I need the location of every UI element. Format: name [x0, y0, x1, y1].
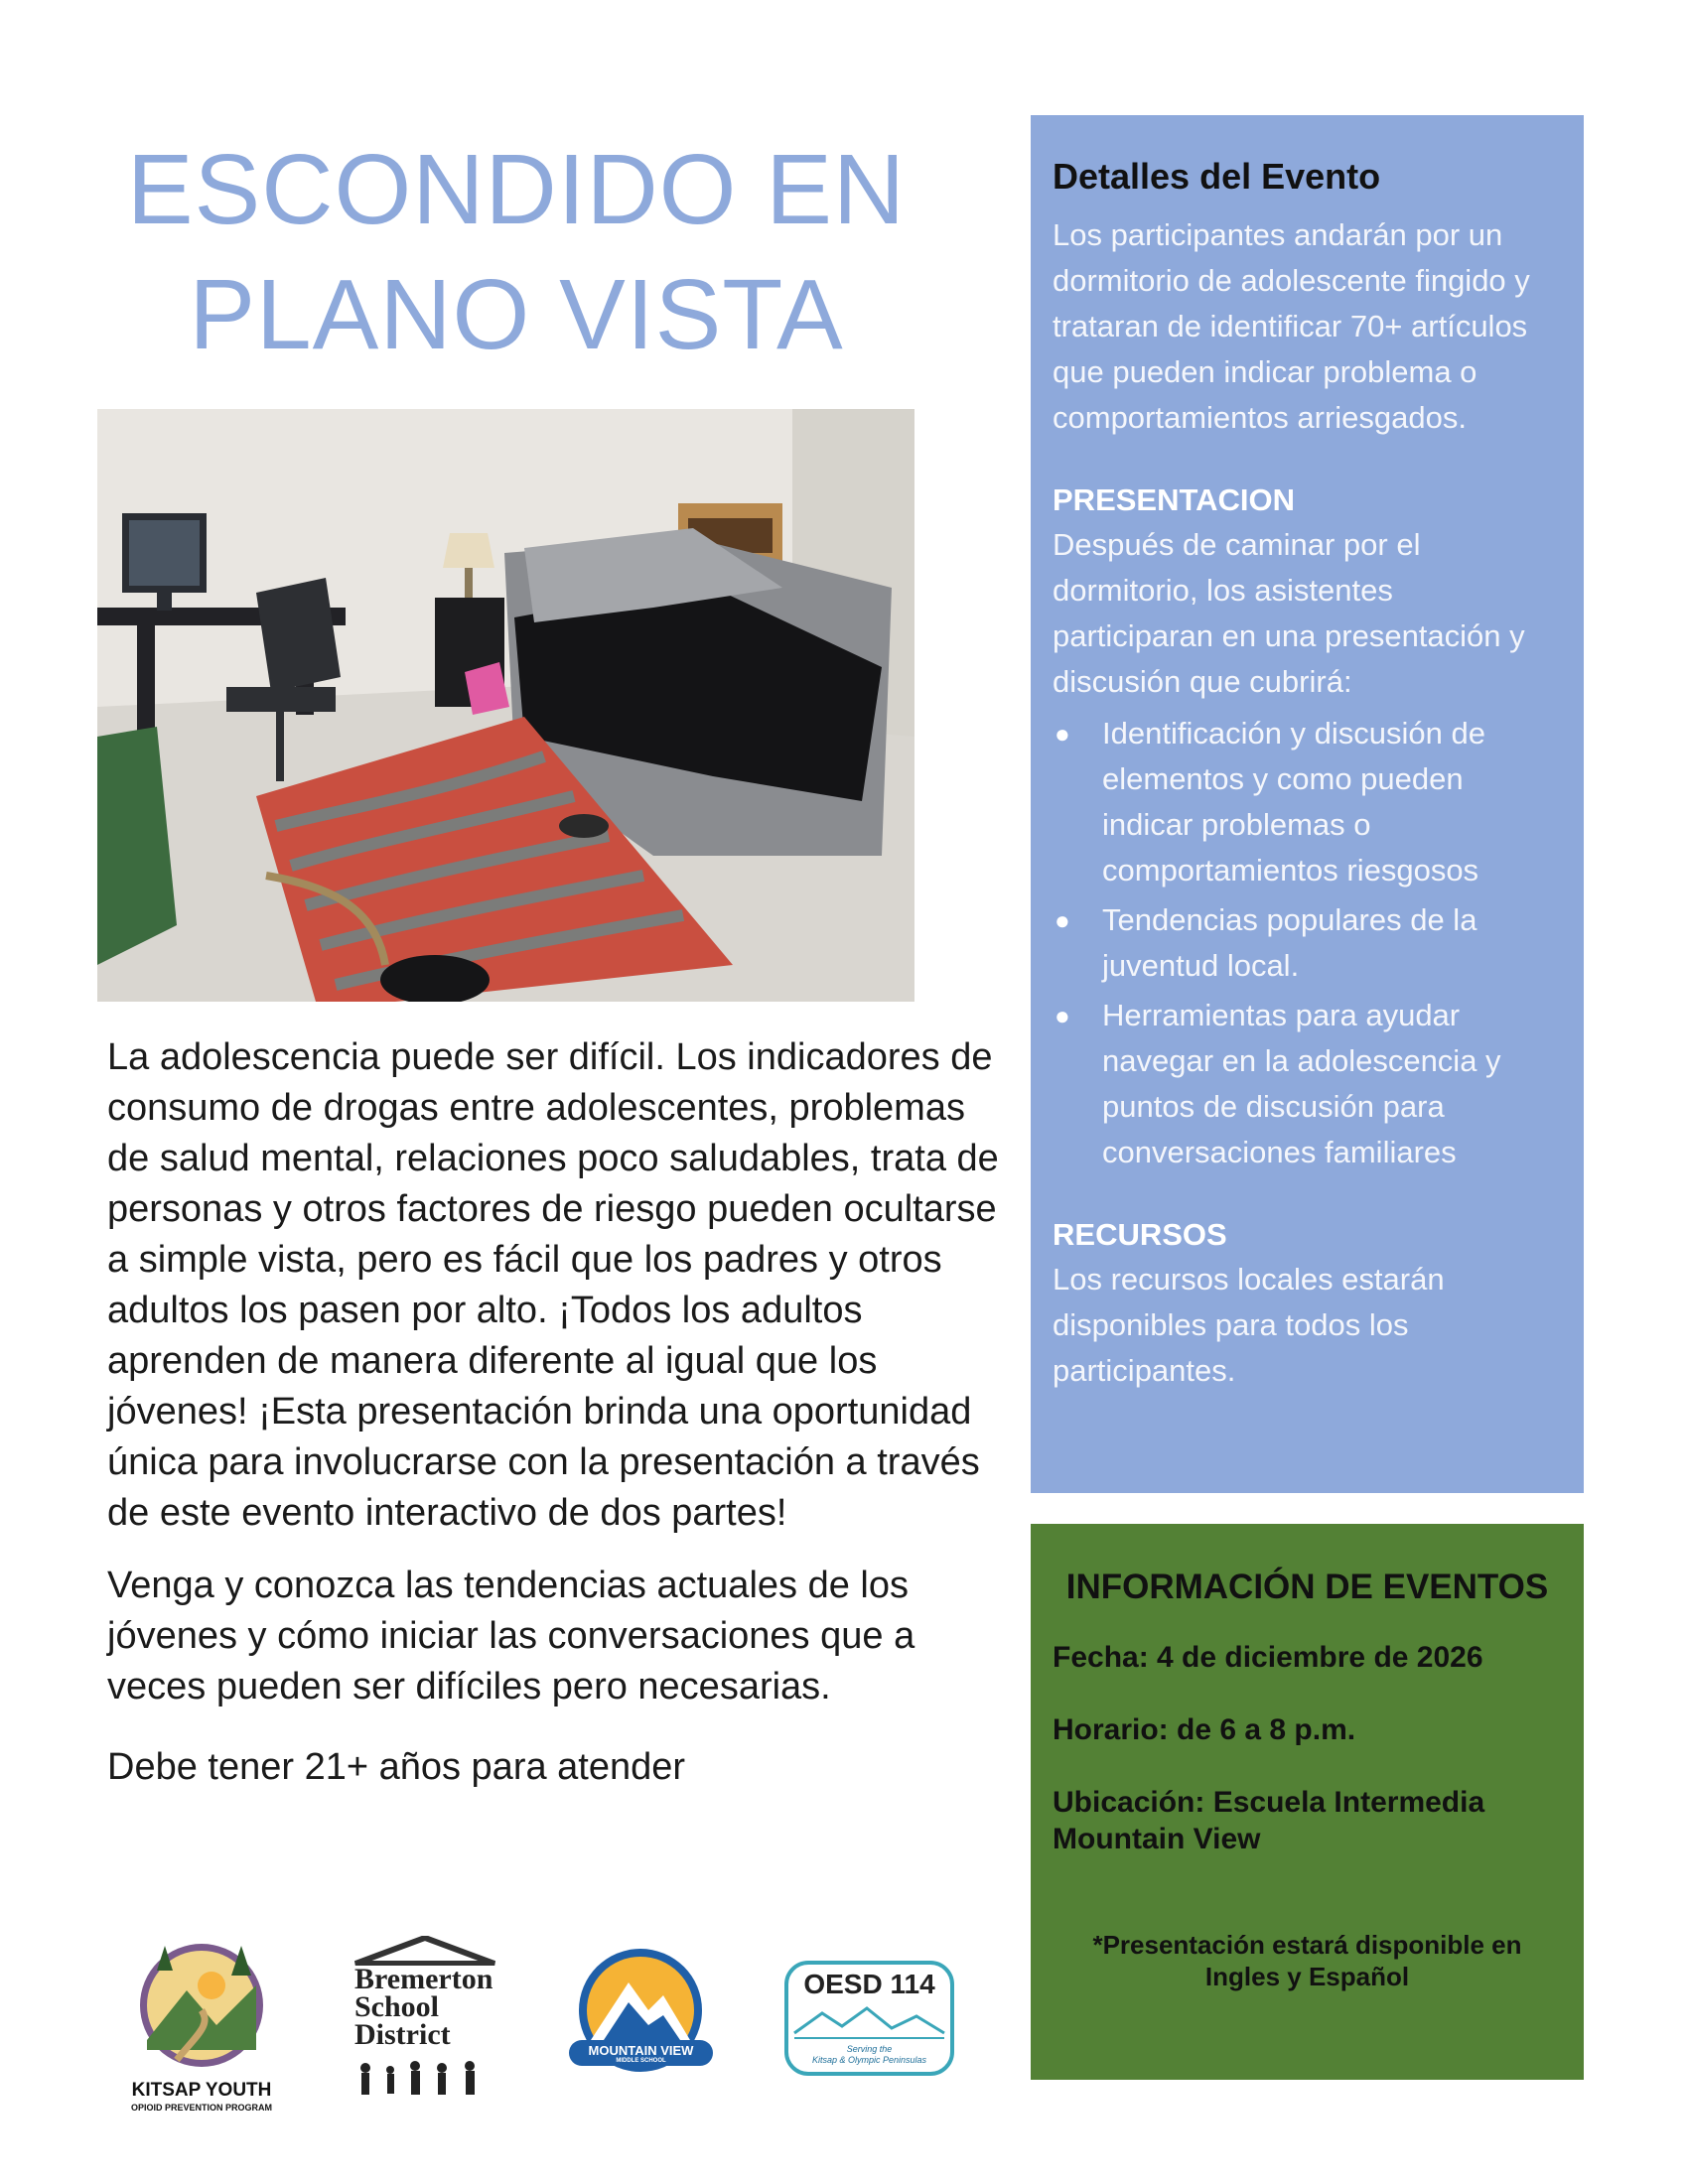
bullet-icon: ●	[1055, 905, 1070, 935]
event-info-heading: INFORMACIÓN DE EVENTOS	[1065, 1568, 1549, 1606]
kitsap-subtitle: OPIOID PREVENTION PROGRAM	[130, 2103, 272, 2113]
mountain-view-logo	[559, 1941, 723, 2090]
presentation-text: Después de caminar por el dormitorio, los asistentes participaran en una presentación y discusión que cubrirá:	[1053, 527, 1525, 699]
bedroom-illustration	[97, 409, 914, 1002]
bedroom-photo	[97, 409, 914, 1002]
bullet-text: Tendencias populares de la juventud local.	[1102, 902, 1477, 983]
resources-heading: RECURSOS	[1053, 1217, 1227, 1252]
oesd-subtitle-1: Serving the	[846, 2044, 893, 2054]
details-heading: Detalles del Evento	[1053, 156, 1381, 197]
resources-section	[1053, 1213, 1562, 1394]
mountain-icon	[559, 1941, 723, 2090]
sponsor-logos	[107, 1931, 981, 2129]
description-paragraph-2: Venga y conozca las tendencias actuales de los jóvenes y cómo iniciar las conversaciones que a veces pueden ser difíciles pero necesarias.	[107, 1565, 915, 1707]
bullet-text: Identificación y discusión de elementos y como pueden indicar problemas o comportamientos riesgosos	[1102, 716, 1486, 887]
children-silhouettes-icon	[351, 2060, 499, 2100]
presentation-heading: PRESENTACION	[1053, 482, 1296, 517]
flyer-title	[94, 127, 938, 377]
language-note: *Presentación estará disponible en Ingles y Español	[1092, 1930, 1522, 1991]
bullet-icon: ●	[1055, 1001, 1070, 1030]
bullet-item	[1053, 711, 1562, 893]
bremerton-logo	[351, 1936, 499, 2115]
bullet-text: Herramientas para ayudar navegar en la adolescencia y puntos de discusión para conversaciones familiares	[1102, 998, 1501, 1169]
bullet-item	[1053, 897, 1562, 989]
kitsap-emblem-icon	[117, 1931, 286, 2080]
description	[107, 1032, 1001, 1815]
mountain-view-name: MOUNTAIN VIEW	[588, 2043, 694, 2058]
schoolhouse-roof-icon	[351, 1936, 499, 1966]
kitsap-name: KITSAP YOUTH	[131, 2080, 272, 2101]
oesd-logo	[782, 1959, 956, 2078]
kitsap-youth-logo	[117, 1931, 286, 2119]
presentation-section	[1053, 478, 1562, 1175]
bremerton-line-3: District	[354, 2018, 451, 2051]
event-info-panel	[1031, 1524, 1584, 2080]
details-intro: Los participantes andarán por un dormitorio de adolescente fingido y trataran de identificar 70+ artículos que pueden indicar problema o comportamientos arriesgados.	[1053, 217, 1530, 435]
event-location: Ubicación: Escuela Intermedia Mountain View	[1053, 1786, 1485, 1855]
bullet-item	[1053, 993, 1562, 1175]
oesd-subtitle-2: Kitsap & Olympic Peninsulas	[811, 2055, 927, 2065]
title-line-1: ESCONDIDO EN	[126, 134, 907, 245]
mountain-view-subtitle: MIDDLE SCHOOL	[616, 2058, 666, 2064]
oesd-name: OESD 114	[803, 1969, 935, 1999]
bremerton-line-2: School	[354, 1990, 440, 2023]
resources-text: Los recursos locales estarán disponibles para todos los participantes.	[1053, 1262, 1445, 1388]
title-line-2: PLANO VISTA	[189, 259, 844, 370]
bullet-icon: ●	[1055, 719, 1070, 749]
description-paragraph-1: La adolescencia puede ser difícil. Los indicadores de consumo de drogas entre adolescentes, problemas de salud mental, relaciones poco saludables, trata de personas y otros factores de riesgo pueden ocultarse a simple vista, pero es fácil que los padres y otros adultos los pasen por alto. ¡Todos los adultos aprenden de manera diferente al igual que los jóvenes! ¡Esta presentación brinda una oportunidad única para involucrarse con la presentación a través de este evento interactivo de dos partes!	[107, 1036, 999, 1534]
age-requirement: Debe tener 21+ años para atender	[107, 1746, 686, 1788]
bremerton-line-1: Bremerton	[354, 1963, 493, 1995]
event-time: Horario: de 6 a 8 p.m.	[1053, 1713, 1356, 1746]
presentation-bullets	[1053, 711, 1562, 1175]
event-details-panel	[1031, 115, 1584, 1493]
event-date: Fecha: 4 de diciembre de 2026	[1053, 1641, 1483, 1674]
